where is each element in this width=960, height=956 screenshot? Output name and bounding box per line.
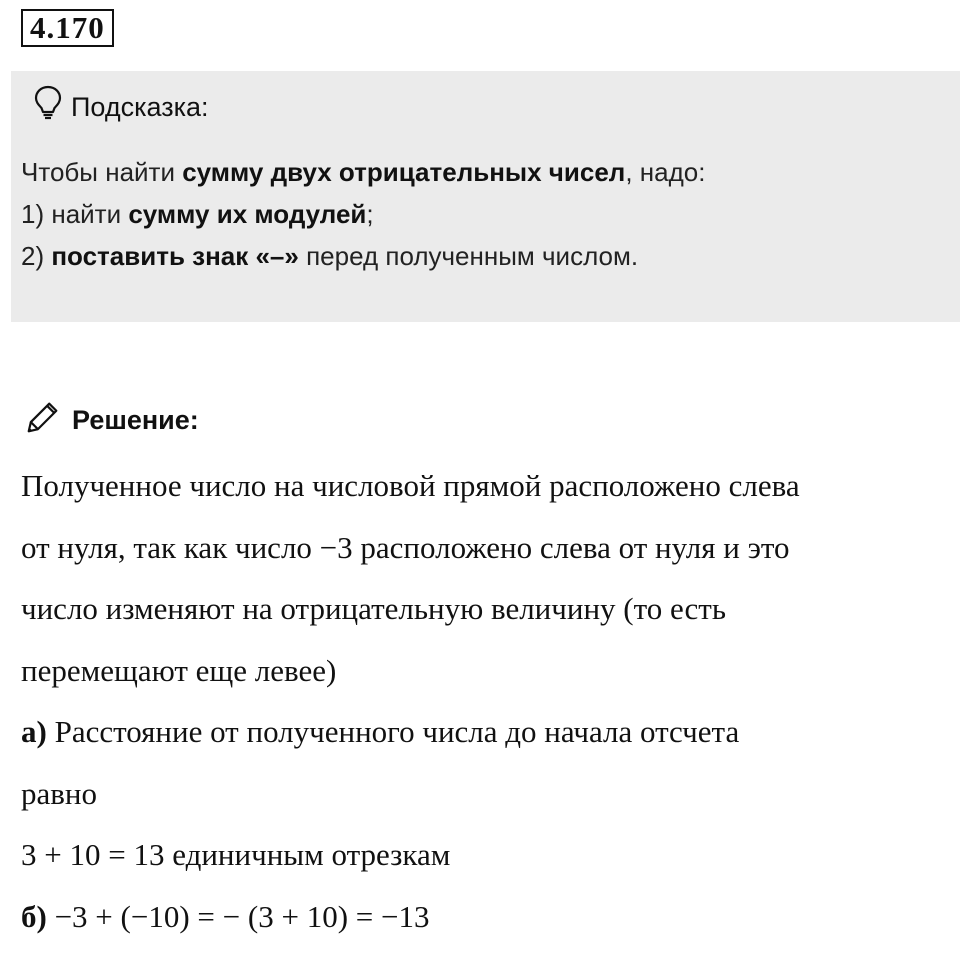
- lightbulb-icon: [33, 84, 63, 129]
- part-a-text-2: равно: [21, 775, 97, 811]
- hint-line-1: Чтобы найти сумму двух отрицательных чисел, надо:: [21, 157, 706, 187]
- part-a-label: а): [21, 714, 47, 749]
- part-a-text-3: 3 + 10 = 13 единичным отрезкам: [21, 837, 451, 872]
- solution-line-3: число изменяют на отрицательную величину (то есть: [21, 591, 726, 626]
- pencil-icon: [24, 394, 66, 446]
- part-a-text: Расстояние от полученного числа до начала отсчета: [46, 714, 740, 749]
- hint-title-text: Подсказка:: [71, 91, 209, 122]
- hint-box: [11, 71, 960, 322]
- hint-line-2: 1) найти сумму их модулей;: [21, 199, 374, 229]
- part-b: [21, 886, 951, 948]
- solution-line-1: Полученное число на числовой прямой расположено слева: [21, 468, 800, 503]
- part-a: [21, 701, 951, 763]
- solution-body: [21, 455, 951, 947]
- hint-title: [33, 84, 209, 129]
- hint-line-3: 2) поставить знак «–» перед полученным числом.: [21, 241, 639, 271]
- solution-line-2: от нуля, так как число −3 расположено слева от нуля и это: [21, 529, 790, 565]
- hint-body: [21, 151, 705, 277]
- part-b-text: −3 + (−10) = − (3 + 10) = −13: [46, 898, 430, 934]
- solution-title-text: Решение:: [72, 405, 199, 435]
- solution-title: [24, 394, 199, 446]
- solution-line-4: перемещают еще левее): [21, 652, 337, 688]
- part-b-label: б): [21, 898, 47, 934]
- task-number: 4.170: [21, 9, 114, 47]
